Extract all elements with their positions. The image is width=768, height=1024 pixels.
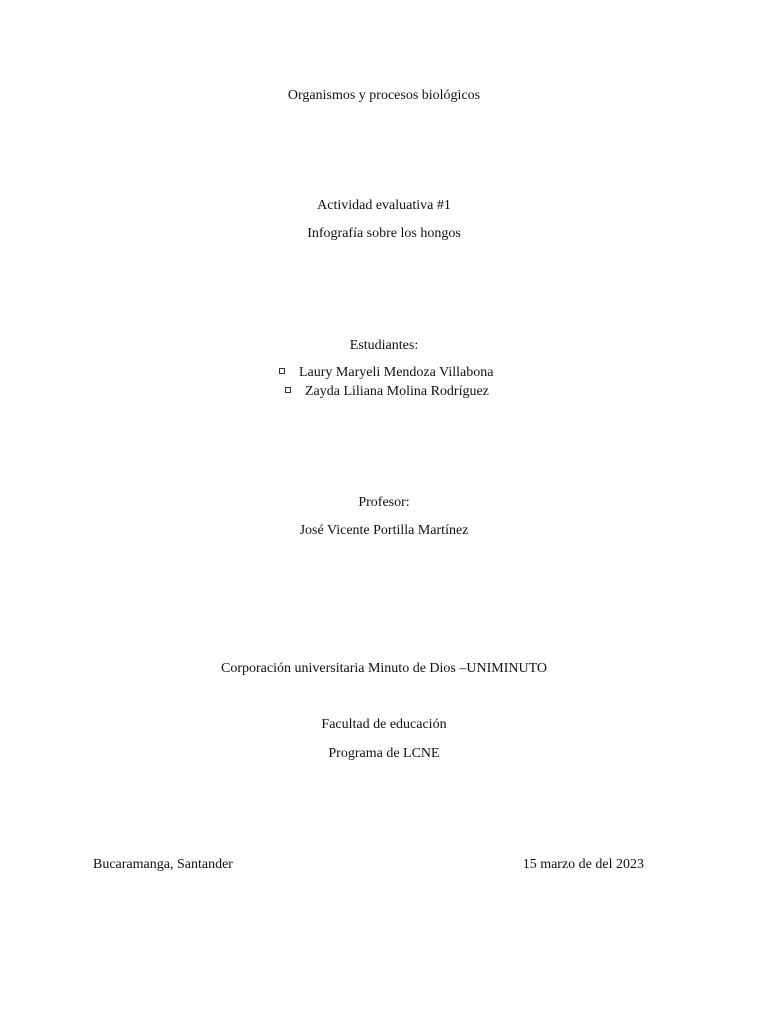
student-name: Zayda Liliana Molina Rodríguez [305, 384, 489, 399]
activity-title: Actividad evaluativa #1 [317, 198, 451, 213]
square-bullet-icon [285, 387, 291, 393]
institution-name: Corporación universitaria Minuto de Dios –UNIMINUTO [221, 661, 547, 676]
student-list-item [279, 364, 493, 382]
document-date: 15 marzo de del 2023 [522, 857, 644, 872]
program-name: Programa de LCNE [328, 746, 440, 761]
students-heading: Estudiantes: [349, 338, 419, 353]
professor-heading: Profesor: [358, 495, 410, 510]
square-bullet-icon [279, 368, 285, 374]
professor-name: José Vicente Portilla Martínez [299, 523, 469, 538]
course-title: Organismos y procesos biológicos [287, 88, 481, 103]
faculty-name: Facultad de educación [321, 717, 447, 732]
topic-title: Infografía sobre los hongos [307, 226, 461, 241]
student-list-item [285, 383, 489, 401]
student-name: Laury Maryeli Mendoza Villabona [299, 365, 494, 380]
city-location: Bucaramanga, Santander [93, 857, 233, 872]
